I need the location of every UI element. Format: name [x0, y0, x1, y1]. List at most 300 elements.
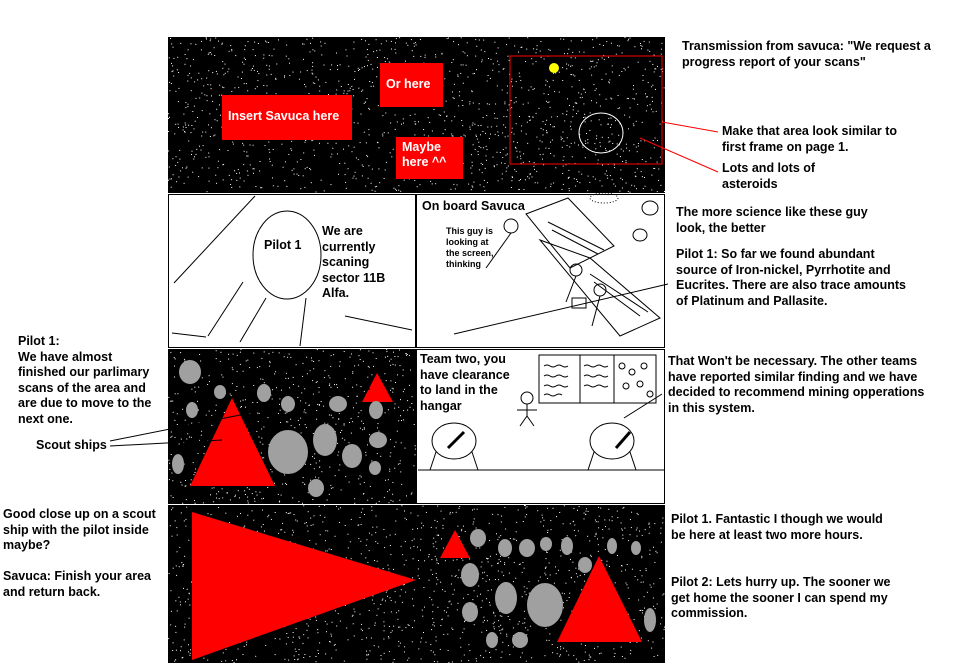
star [647, 105, 648, 106]
star [325, 653, 326, 654]
star [288, 58, 289, 59]
star [364, 103, 365, 104]
star [405, 541, 406, 542]
star [619, 191, 620, 192]
star [431, 629, 432, 630]
star [293, 377, 294, 378]
star [385, 170, 386, 171]
star [526, 49, 527, 50]
star [244, 83, 245, 84]
star [597, 646, 598, 647]
star [221, 374, 222, 375]
star [461, 530, 462, 531]
asteroid [561, 537, 573, 555]
star [526, 661, 527, 662]
star [225, 513, 226, 514]
star [369, 610, 370, 611]
star [299, 636, 300, 637]
star [312, 380, 313, 381]
star [263, 54, 264, 55]
star [385, 61, 386, 62]
star [413, 409, 414, 410]
star [637, 528, 638, 529]
star [253, 145, 254, 146]
star [511, 180, 512, 181]
star [223, 179, 224, 180]
star [183, 566, 184, 567]
star [316, 544, 317, 545]
star [254, 70, 255, 71]
star [171, 83, 172, 84]
asteroid [214, 385, 226, 399]
star [311, 140, 312, 141]
star [234, 87, 235, 88]
star [559, 72, 560, 73]
star [548, 94, 549, 95]
star [469, 650, 470, 651]
star [185, 64, 186, 65]
star [297, 174, 298, 175]
star [406, 495, 407, 496]
star [532, 176, 533, 177]
star [345, 182, 346, 183]
star [435, 541, 436, 542]
star [547, 552, 548, 553]
star [611, 98, 612, 99]
star [336, 506, 337, 507]
star [478, 151, 479, 152]
star [537, 45, 538, 46]
star [369, 533, 370, 534]
star [516, 171, 517, 172]
star [172, 158, 173, 159]
star [180, 604, 181, 605]
star [395, 403, 396, 404]
star [630, 519, 631, 520]
star [321, 54, 322, 55]
star [602, 58, 603, 59]
star [195, 503, 196, 504]
star [386, 162, 387, 163]
star [622, 535, 623, 536]
star [567, 98, 568, 99]
star [491, 589, 492, 590]
star [215, 410, 216, 411]
star [256, 431, 257, 432]
star [542, 517, 543, 518]
star [542, 141, 543, 142]
star [364, 66, 365, 67]
star [326, 631, 327, 632]
star [546, 558, 547, 559]
star [615, 653, 616, 654]
star [652, 64, 653, 65]
star [368, 108, 369, 109]
star [351, 519, 352, 520]
star [525, 627, 526, 628]
star [376, 186, 377, 187]
star [661, 43, 662, 44]
star [390, 365, 391, 366]
star [203, 502, 204, 503]
star [602, 537, 603, 538]
star [461, 64, 462, 65]
star [479, 109, 480, 110]
star [331, 488, 332, 489]
star [266, 42, 267, 43]
star [550, 153, 551, 154]
star [223, 164, 224, 165]
star [368, 178, 369, 179]
star [473, 123, 474, 124]
star [625, 69, 626, 70]
note-savuca-finish: Savuca: Finish your area and return back. [3, 569, 151, 599]
star [210, 84, 211, 85]
star [537, 182, 538, 183]
star [191, 437, 192, 438]
star [441, 511, 442, 512]
star [274, 373, 275, 374]
star [495, 104, 496, 105]
star [516, 540, 517, 541]
star [307, 630, 308, 631]
star [478, 125, 479, 126]
star [334, 645, 335, 646]
star [581, 69, 582, 70]
star [599, 44, 600, 45]
star [437, 579, 438, 580]
star [379, 50, 380, 51]
star [304, 412, 305, 413]
star [649, 554, 650, 555]
star [172, 401, 173, 402]
star [202, 167, 203, 168]
star [647, 50, 648, 51]
bridge-detail [633, 229, 647, 241]
star [390, 452, 391, 453]
star [643, 80, 644, 81]
star [628, 191, 629, 192]
star [502, 572, 503, 573]
star [348, 84, 349, 85]
star [294, 655, 295, 656]
star [456, 575, 457, 576]
star [216, 405, 217, 406]
star [432, 574, 433, 575]
star [596, 521, 597, 522]
star [477, 596, 478, 597]
star [238, 490, 239, 491]
star [246, 360, 247, 361]
star [474, 518, 475, 519]
star [543, 526, 544, 527]
star [611, 124, 612, 125]
star [340, 361, 341, 362]
star [471, 173, 472, 174]
star [591, 66, 592, 67]
star [588, 176, 589, 177]
star [261, 526, 262, 527]
star [377, 543, 378, 544]
star [540, 521, 541, 522]
star [488, 561, 489, 562]
star [340, 507, 341, 508]
star [636, 188, 637, 189]
star [526, 594, 527, 595]
star [647, 592, 648, 593]
star [415, 445, 416, 446]
star [496, 649, 497, 650]
note-pilot1-fantastic: Pilot 1. Fantastic I though we would be here at least two more hours. [671, 512, 883, 542]
star [451, 134, 452, 135]
star [399, 350, 400, 351]
star [479, 548, 480, 549]
star [187, 433, 188, 434]
star [612, 65, 613, 66]
star [262, 379, 263, 380]
star [608, 118, 609, 119]
star [511, 132, 512, 133]
star [235, 55, 236, 56]
star [497, 131, 498, 132]
star [506, 155, 507, 156]
star [612, 179, 613, 180]
star [185, 125, 186, 126]
star [560, 556, 561, 557]
star [216, 71, 217, 72]
star [482, 59, 483, 60]
asteroid [607, 538, 617, 554]
star [635, 172, 636, 173]
star [258, 437, 259, 438]
star [654, 71, 655, 72]
star [249, 367, 250, 368]
star [393, 352, 394, 353]
star [606, 171, 607, 172]
star [313, 82, 314, 83]
star [188, 104, 189, 105]
star [354, 122, 355, 123]
star [189, 618, 190, 619]
star [389, 502, 390, 503]
star [418, 575, 419, 576]
star [520, 158, 521, 159]
star [660, 578, 661, 579]
star [468, 594, 469, 595]
star [186, 499, 187, 500]
star [316, 463, 317, 464]
star [306, 357, 307, 358]
star [178, 72, 179, 73]
star [544, 93, 545, 94]
star [193, 462, 194, 463]
star [600, 106, 601, 107]
star [587, 536, 588, 537]
star [253, 173, 254, 174]
star [383, 568, 384, 569]
star [377, 67, 378, 68]
star [201, 93, 202, 94]
star [625, 37, 626, 38]
star [608, 57, 609, 58]
star [184, 183, 185, 184]
star [472, 599, 473, 600]
star [653, 606, 654, 607]
star [497, 539, 498, 540]
star [476, 661, 477, 662]
star [364, 514, 365, 515]
star [432, 183, 433, 184]
star [651, 587, 652, 588]
star [309, 93, 310, 94]
star [609, 529, 610, 530]
star [437, 661, 438, 662]
star [642, 575, 643, 576]
star [373, 352, 374, 353]
star [325, 551, 326, 552]
star [507, 154, 508, 155]
star [628, 40, 629, 41]
star [375, 191, 376, 192]
star [352, 616, 353, 617]
star [490, 78, 491, 79]
star [316, 661, 317, 662]
star [584, 574, 585, 575]
star [654, 168, 655, 169]
star [358, 123, 359, 124]
star [516, 101, 517, 102]
star [633, 98, 634, 99]
star [281, 390, 282, 391]
star [303, 643, 304, 644]
star [181, 646, 182, 647]
star [313, 361, 314, 362]
star [245, 45, 246, 46]
star [503, 575, 504, 576]
star [622, 188, 623, 189]
star [211, 127, 212, 128]
star [562, 173, 563, 174]
star [610, 98, 611, 99]
star [378, 423, 379, 424]
star [218, 507, 219, 508]
star [491, 126, 492, 127]
star [338, 452, 339, 453]
star [657, 140, 658, 141]
star [324, 423, 325, 424]
star [362, 67, 363, 68]
star [464, 135, 465, 136]
star [487, 103, 488, 104]
star [622, 530, 623, 531]
star [630, 107, 631, 108]
star [354, 71, 355, 72]
star [571, 40, 572, 41]
star [382, 135, 383, 136]
star [396, 38, 397, 39]
star [312, 70, 313, 71]
star [369, 628, 370, 629]
star [590, 112, 591, 113]
star [394, 468, 395, 469]
star [476, 136, 477, 137]
star [391, 49, 392, 50]
star [384, 630, 385, 631]
star [479, 146, 480, 147]
star [318, 650, 319, 651]
star [356, 403, 357, 404]
star [170, 525, 171, 526]
star [358, 365, 359, 366]
star [360, 349, 361, 350]
star [232, 367, 233, 368]
star [236, 173, 237, 174]
star [384, 626, 385, 627]
star [386, 380, 387, 381]
star [181, 439, 182, 440]
star [420, 539, 421, 540]
star [457, 184, 458, 185]
star [489, 579, 490, 580]
star [425, 57, 426, 58]
star [435, 556, 436, 557]
star [358, 412, 359, 413]
star [562, 539, 563, 540]
star [437, 563, 438, 564]
star [601, 560, 602, 561]
star [382, 134, 383, 135]
star [586, 508, 587, 509]
star [356, 384, 357, 385]
star [302, 376, 303, 377]
star [259, 492, 260, 493]
star [629, 598, 630, 599]
star [354, 635, 355, 636]
star [321, 471, 322, 472]
star [379, 501, 380, 502]
star [266, 93, 267, 94]
star [589, 68, 590, 69]
star [168, 131, 169, 132]
star [366, 651, 367, 652]
planet-outline [579, 113, 623, 153]
star [191, 125, 192, 126]
star [440, 625, 441, 626]
star [331, 549, 332, 550]
star [549, 148, 550, 149]
star [443, 518, 444, 519]
star [173, 642, 174, 643]
star [183, 127, 184, 128]
star [562, 67, 563, 68]
star [190, 649, 191, 650]
star [348, 547, 349, 548]
star [557, 647, 558, 648]
star [376, 50, 377, 51]
star [649, 42, 650, 43]
star [360, 517, 361, 518]
star [255, 186, 256, 187]
star [649, 51, 650, 52]
star [367, 562, 368, 563]
star [178, 101, 179, 102]
star [337, 65, 338, 66]
star [262, 457, 263, 458]
star [226, 492, 227, 493]
star [300, 188, 301, 189]
star [312, 38, 313, 39]
star [546, 640, 547, 641]
